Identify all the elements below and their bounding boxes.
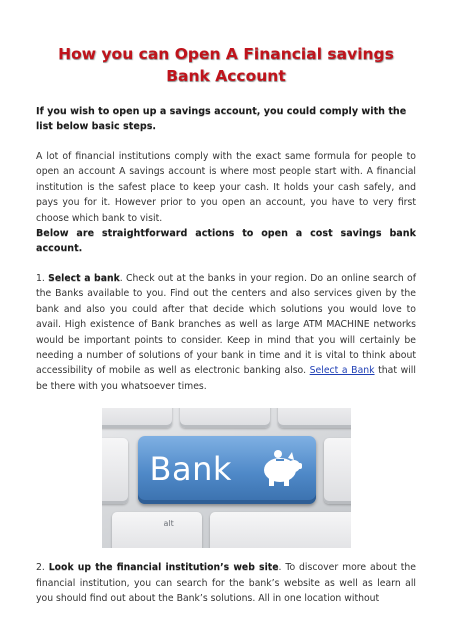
title-line-1: How you can Open A Financial savings: [58, 45, 394, 63]
step-1-tail: that will be there with you whatsoever times.: [36, 365, 416, 392]
bank-keyboard-photo: [102, 408, 351, 548]
paragraph-intro: A lot of financial institutions comply with the exact same formula for people to open an account A savings account is where most people start with. A financial institution is the safest place to keep your cash. It holds your cash safely, and pays you for it. However prior to you open an account, you have to very first choose which bank to visit.: [36, 151, 416, 224]
alt-key-label: alt: [163, 519, 174, 529]
intro-statement: If you wish to open up a savings account, you could comply with the list below basic steps.: [36, 106, 407, 132]
title-line-2: Bank Account: [166, 67, 286, 85]
piggy-bank-icon: [258, 448, 304, 492]
step-1-number: 1.: [36, 273, 45, 285]
step-1-paragraph: [36, 271, 416, 394]
step-1-heading: Select a bank: [48, 273, 120, 285]
step-2-number: 2.: [36, 562, 45, 574]
steps-lead-in: Below are straightforward actions to open a cost savings bank account.: [36, 228, 416, 255]
step-1-text: . Check out at the banks in your region. Do an online search of the Banks available to you. Find out the centers and also services given by the bank and also you could after that decide which solutions you would love to avail. High existence of Bank branches as well as large ATM MACHINE networks would be important points to consider. Keep in mind that you will certainly be needing a number of solutions of your bank in time and it is vital to think about accessibility of mobile as well as electronic banking also.: [36, 273, 416, 377]
bank-key-label: Bank: [149, 450, 232, 489]
step-2-heading: Look up the financial institution’s web site: [48, 562, 279, 574]
step-2-text: . To discover more about the financial institution, you can search for the bank’s website as well as learn all you should find out about the Bank’s solutions. All in one location without: [36, 562, 416, 605]
bank-key: [138, 436, 316, 504]
page-title: [36, 0, 416, 87]
step-2-paragraph: [36, 560, 416, 606]
select-a-bank-link[interactable]: Select a Bank: [309, 365, 375, 377]
